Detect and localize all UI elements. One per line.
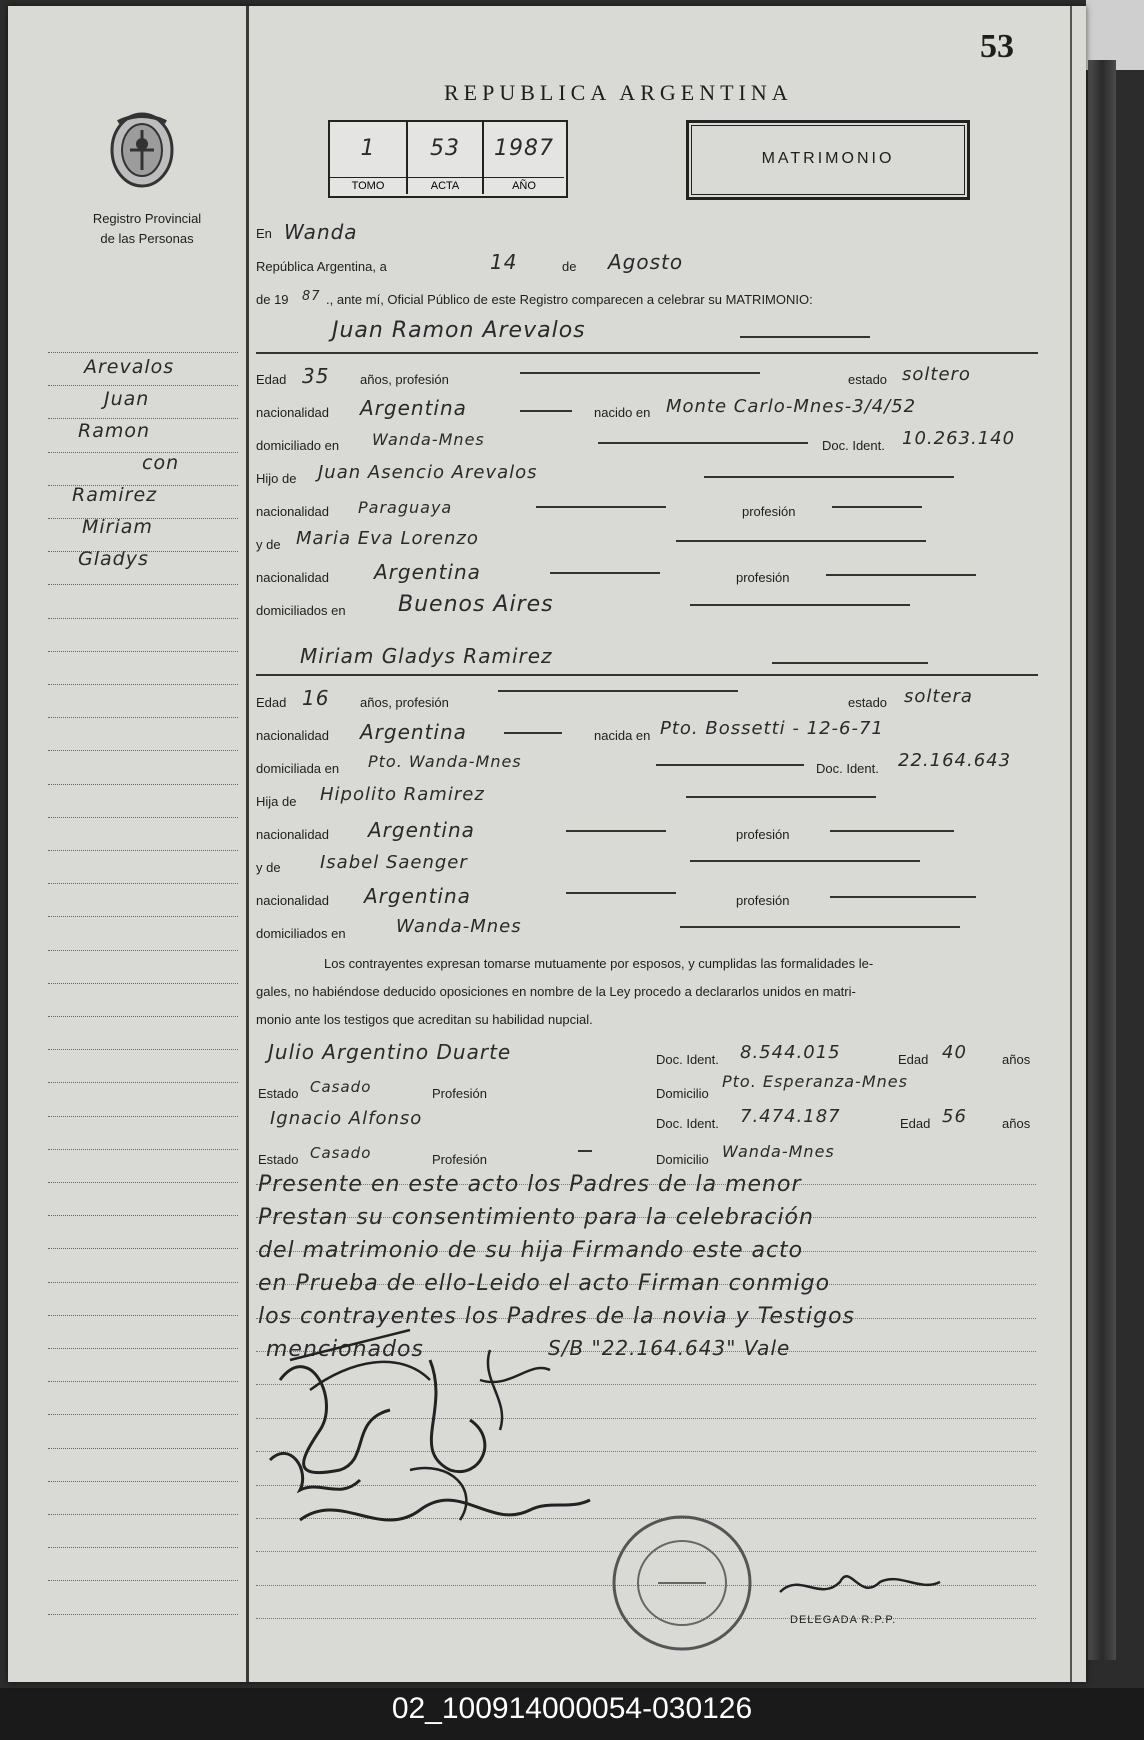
- year-suffix: 87: [302, 289, 321, 304]
- margin-rule: [48, 1514, 238, 1515]
- province-seal-icon: [104, 106, 180, 192]
- witness-2-edad-label: Edad: [900, 1116, 931, 1131]
- tomo-label: TOMO: [330, 177, 406, 192]
- witness-2-doc-label: Doc. Ident.: [656, 1116, 719, 1131]
- act-type-box: [686, 120, 970, 200]
- groom-mother-prof-label: profesión: [736, 570, 790, 585]
- margin-rule: [48, 1315, 238, 1316]
- margin-rule: [48, 1547, 238, 1548]
- margin-rule: [48, 385, 238, 386]
- margin-rule: [48, 1614, 238, 1615]
- acta-value: 53: [430, 136, 460, 161]
- page-number: 53: [980, 28, 1014, 65]
- margin-rule: [48, 916, 238, 917]
- bride-anos-profesion-label: años, profesión: [360, 695, 449, 710]
- handwritten-note-line: los contrayentes los Padres de la novia y Testigos: [258, 1304, 856, 1329]
- margin-rule: [48, 1381, 238, 1382]
- margin-rule: [48, 1149, 238, 1150]
- witness-1-edad: 40: [942, 1042, 967, 1063]
- witness-1-domicilio-label: Domicilio: [656, 1086, 709, 1101]
- witness-1-name: Julio Argentino Duarte: [268, 1040, 512, 1064]
- groom-father-prof-label: profesión: [742, 504, 796, 519]
- binding-spine: [1088, 60, 1116, 1660]
- witness-2-domicilio: Wanda-Mnes: [722, 1142, 835, 1161]
- groom-father: Juan Asencio Arevalos: [318, 462, 538, 483]
- bride-domiciliada: Pto. Wanda-Mnes: [368, 752, 522, 771]
- handwritten-note-line: Prestan su consentimiento para la celebración: [258, 1205, 814, 1230]
- groom-anos-profesion-label: años, profesión: [360, 372, 449, 387]
- margin-rule: [48, 1282, 238, 1283]
- groom-father-nac-label: nacionalidad: [256, 504, 330, 519]
- groom-parents-dom-label: domiciliados en: [256, 603, 346, 618]
- margin-rule: [48, 950, 238, 951]
- handwritten-note-line: Presente en este acto los Padres de la menor: [258, 1172, 802, 1197]
- groom-nac-label: nacionalidad: [256, 405, 330, 420]
- bride-parents-dom: Wanda-Mnes: [396, 916, 522, 937]
- witness-1-anos-label: años: [1002, 1052, 1031, 1067]
- en-label: En: [256, 226, 272, 241]
- bride-parents-dom-label: domiciliados en: [256, 926, 346, 941]
- witness-1-doc: 8.544.015: [740, 1042, 841, 1063]
- statement-line-2: gales, no habiéndose deducido oposiciones en nombre de la Ley procedo a declararlos unidos en matri-: [256, 984, 856, 999]
- delegate-signature-icon: [770, 1552, 950, 1612]
- tomo-value: 1: [360, 136, 376, 161]
- groom-domiciliado: Wanda-Mnes: [372, 430, 485, 449]
- bride-mother-nac: Argentina: [364, 884, 471, 908]
- month-value: Agosto: [608, 250, 684, 274]
- margin-rule: [48, 850, 238, 851]
- groom-mother-nac-label: nacionalidad: [256, 570, 330, 585]
- registry-line-2: de las Personas: [100, 231, 194, 246]
- bride-nacida-label: nacida en: [594, 728, 651, 743]
- margin-rule: [48, 1348, 238, 1349]
- groom-mother-nac: Argentina: [374, 560, 481, 584]
- bride-nacionalidad: Argentina: [360, 720, 467, 744]
- witness-1-edad-label: Edad: [898, 1052, 929, 1067]
- margin-rule: [48, 750, 238, 751]
- bride-father: Hipolito Ramirez: [320, 784, 485, 805]
- margin-rule: [48, 1414, 238, 1415]
- margin-note-line: Arevalos: [84, 356, 175, 378]
- bride-nac-label: nacionalidad: [256, 728, 330, 743]
- bride-separator: [256, 674, 1038, 676]
- witness-2-estado-label: Estado: [258, 1152, 299, 1167]
- groom-father-nac: Paraguaya: [358, 498, 453, 517]
- margin-note-line: Ramirez: [72, 484, 158, 506]
- groom-dom-label: domiciliado en: [256, 438, 340, 453]
- registry-line-1: Registro Provincial: [92, 211, 202, 226]
- handwritten-note-line: mencionados: [266, 1337, 424, 1362]
- act-type: MATRIMONIO: [761, 150, 895, 167]
- margin-rule: [48, 1580, 238, 1581]
- witness-1-estado-label: Estado: [258, 1086, 299, 1101]
- intro-text: ., ante mí, Oficial Público de este Registro comparecen a celebrar su MATRIMONIO:: [326, 292, 813, 307]
- margin-rule: [48, 817, 238, 818]
- witness-1-estado: Casado: [310, 1078, 372, 1096]
- witness-2-profesion-label: Profesión: [432, 1152, 487, 1167]
- correction-note: S/B "22.164.643" Vale: [548, 1336, 791, 1360]
- bride-estado: soltera: [904, 686, 973, 707]
- bride-doc-label: Doc. Ident.: [816, 761, 879, 776]
- record-number-table: [328, 120, 568, 198]
- witness-2-anos-label: años: [1002, 1116, 1031, 1131]
- bride-mother-nac-label: nacionalidad: [256, 893, 330, 908]
- bride-hija-label: Hija de: [256, 794, 297, 809]
- delegate-role: DELEGADA R.P.P.: [790, 1614, 897, 1626]
- margin-rule: [48, 717, 238, 718]
- margin-rule: [48, 1481, 238, 1482]
- groom-estado-label: estado: [848, 372, 888, 387]
- groom-nacionalidad: Argentina: [360, 396, 467, 420]
- bride-full-name: Miriam Gladys Ramirez: [300, 644, 553, 668]
- margin-rule: [48, 1116, 238, 1117]
- day-value: 14: [490, 250, 518, 274]
- bride-dom-label: domiciliada en: [256, 761, 340, 776]
- groom-doc: 10.263.140: [902, 428, 1016, 449]
- margin-note-line: Ramon: [78, 420, 151, 442]
- groom-parents-dom: Buenos Aires: [398, 592, 554, 617]
- bride-nacida: Pto. Bossetti - 12-6-71: [660, 718, 884, 739]
- margin-note-line: Juan: [104, 388, 150, 410]
- margin-note-line: con: [142, 452, 180, 474]
- margin-rule: [48, 1448, 238, 1449]
- bride-edad: 16: [302, 686, 330, 710]
- margin-rule: [48, 1248, 238, 1249]
- bride-yde-label: y de: [256, 860, 281, 875]
- official-stamp-icon: [602, 1508, 762, 1658]
- year-prefix: de 19: [256, 292, 289, 307]
- margin-rule: [48, 1082, 238, 1083]
- witness-2-name: Ignacio Alfonso: [270, 1108, 423, 1129]
- margin-rule: [48, 883, 238, 884]
- republica-label: República Argentina, a: [256, 259, 387, 274]
- groom-doc-label: Doc. Ident.: [822, 438, 885, 453]
- ano-label: AÑO: [484, 177, 564, 192]
- right-border: [1070, 6, 1072, 1682]
- groom-hijo-label: Hijo de: [256, 471, 297, 486]
- handwritten-note-line: del matrimonio de su hija Firmando este acto: [258, 1238, 804, 1263]
- statement-line-3: monio ante los testigos que acreditan su habilidad nupcial.: [256, 1012, 593, 1027]
- witness-1-doc-label: Doc. Ident.: [656, 1052, 719, 1067]
- margin-rule: [48, 651, 238, 652]
- bride-mother-prof-label: profesión: [736, 893, 790, 908]
- margin-rule: [48, 584, 238, 585]
- margin-note-line: Gladys: [78, 548, 149, 570]
- margin-rule: [48, 784, 238, 785]
- country-heading: REPUBLICA ARGENTINA: [444, 80, 793, 105]
- groom-yde-label: y de: [256, 537, 281, 552]
- groom-edad: 35: [302, 364, 330, 388]
- place-value: Wanda: [284, 220, 358, 244]
- witness-1-profesion-label: Profesión: [432, 1086, 487, 1101]
- groom-nacido-label: nacido en: [594, 405, 651, 420]
- bride-father-prof-label: profesión: [736, 827, 790, 842]
- acta-label: ACTA: [408, 177, 482, 192]
- margin-rule: [48, 418, 238, 419]
- bride-edad-label: Edad: [256, 695, 287, 710]
- scan-caption: 02_100914000054-030126: [391, 1692, 753, 1725]
- ano-value: 1987: [494, 136, 554, 161]
- bride-estado-label: estado: [848, 695, 888, 710]
- margin-rule: [48, 1016, 238, 1017]
- margin-rule: [48, 352, 238, 353]
- statement-line-1: Los contrayentes expresan tomarse mutuamente por esposos, y cumplidas las formalidades le-: [324, 956, 874, 971]
- bride-father-nac-label: nacionalidad: [256, 827, 330, 842]
- groom-edad-label: Edad: [256, 372, 287, 387]
- margin-rule: [48, 983, 238, 984]
- margin-rule: [48, 684, 238, 685]
- handwritten-note-line: en Prueba de ello-Leido el acto Firman conmigo: [258, 1271, 831, 1296]
- margin-rule: [48, 1049, 238, 1050]
- bride-mother: Isabel Saenger: [320, 852, 468, 873]
- groom-full-name: Juan Ramon Arevalos: [332, 318, 586, 343]
- margin-divider: [246, 6, 249, 1682]
- bride-doc: 22.164.643: [898, 750, 1012, 771]
- margin-rule: [48, 1215, 238, 1216]
- witness-2-domicilio-label: Domicilio: [656, 1152, 709, 1167]
- groom-nacido: Monte Carlo-Mnes-3/4/52: [666, 396, 917, 417]
- witness-2-edad: 56: [942, 1106, 967, 1127]
- witness-1-domicilio: Pto. Esperanza-Mnes: [722, 1072, 908, 1091]
- bride-father-nac: Argentina: [368, 818, 475, 842]
- de-label: de: [562, 259, 577, 274]
- witness-2-estado: Casado: [310, 1144, 372, 1162]
- groom-separator: [256, 352, 1038, 354]
- margin-rule: [48, 618, 238, 619]
- witness-2-doc: 7.474.187: [740, 1106, 841, 1127]
- groom-estado: soltero: [902, 364, 971, 385]
- margin-rule: [48, 1182, 238, 1183]
- groom-mother: Maria Eva Lorenzo: [296, 528, 479, 549]
- margin-note-line: Miriam: [82, 516, 153, 538]
